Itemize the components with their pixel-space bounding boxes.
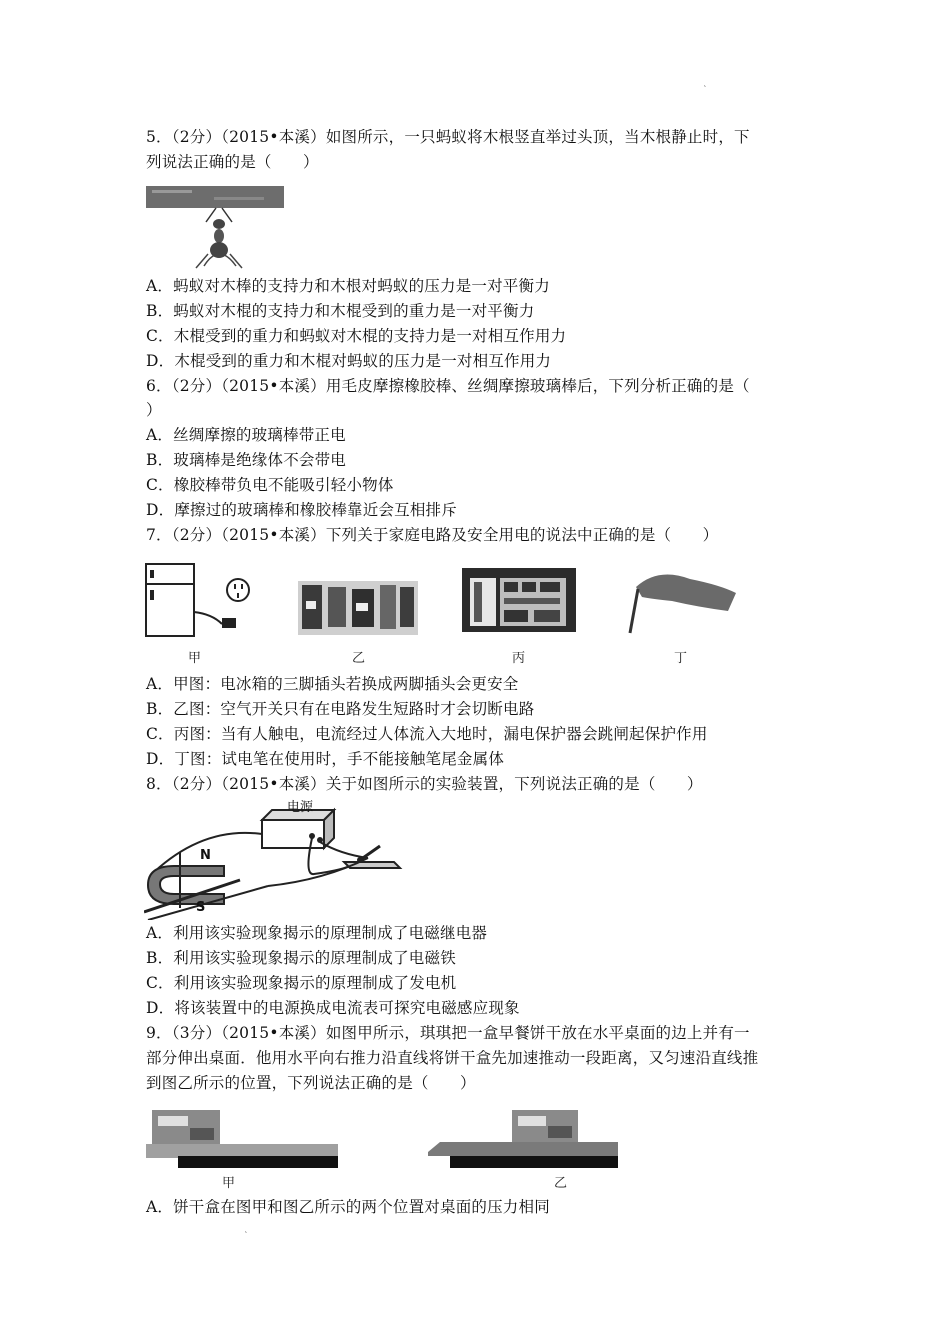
q9-stem-line1: 9．（3分）（2015•本溪）如图甲所示，琪琪把一盒早餐饼干放在水平桌面的边上并有一 xyxy=(146,1024,750,1042)
biscuit-box-position-jia-figure xyxy=(146,1106,338,1170)
q9-option-a: A．饼干盒在图甲和图乙所示的两个位置对桌面的压力相同 xyxy=(146,1198,550,1216)
q8-option-b: B．利用该实验现象揭示的原理制成了电磁铁 xyxy=(146,949,456,967)
test-pencil-figure xyxy=(628,567,740,637)
top-mark: ˛ xyxy=(703,78,707,87)
q7-caption-ding: 丁 xyxy=(674,651,688,666)
q5-stem-line1: 5．（2分）（2015•本溪）如图所示，一只蚂蚁将木根竖直举过头顶，当木根静止时，下 xyxy=(146,128,750,146)
ant-thorax xyxy=(214,229,224,243)
ant-lifting-stick-figure xyxy=(144,182,286,270)
air-switch-figure xyxy=(296,575,420,637)
q8-stem-line1: 8．（2分）（2015•本溪）关于如图所示的实验装置，下列说法正确的是（ ） xyxy=(146,775,703,793)
leakage-protector-figure xyxy=(460,566,578,634)
q8-option-d: D．将该装置中的电源换成电流表可探究电磁感应现象 xyxy=(146,999,520,1017)
q7-caption-jia: 甲 xyxy=(188,651,202,666)
magnet-north-label: N xyxy=(200,848,211,863)
q9-caption-jia: 甲 xyxy=(222,1176,236,1191)
q6-option-d: D．摩擦过的玻璃棒和橡胶棒靠近会互相排斥 xyxy=(146,501,457,519)
q5-option-a: A．蚂蚁对木棒的支持力和木根对蚂蚁的压力是一对平衡力 xyxy=(146,277,550,295)
electromagnetic-experiment-figure xyxy=(144,796,414,920)
table-edge xyxy=(450,1156,618,1168)
table-top xyxy=(428,1142,618,1156)
fridge-plug-figure xyxy=(144,562,254,638)
ant-head xyxy=(213,219,225,229)
q9-caption-yi: 乙 xyxy=(554,1176,568,1191)
table-edge xyxy=(178,1156,338,1168)
magnet-south-label: S xyxy=(196,900,206,915)
q6-stem-line2: ） xyxy=(146,401,162,419)
q7-caption-yi: 乙 xyxy=(352,651,366,666)
q7-caption-bing: 丙 xyxy=(512,651,526,666)
q7-option-c: C．丙图：当有人触电，电流经过人体流入大地时，漏电保护器会跳闸起保护作用 xyxy=(146,725,708,743)
q7-option-b: B．乙图：空气开关只有在电路发生短路时才会切断电路 xyxy=(146,700,535,718)
q8-option-c: C．利用该实验现象揭示的原理制成了发电机 xyxy=(146,974,457,992)
q7-option-a: A．甲图：电冰箱的三脚插头若换成两脚插头会更安全 xyxy=(146,675,519,693)
biscuit-box-position-yi-figure xyxy=(428,1106,618,1170)
power-cord xyxy=(194,612,222,624)
q9-stem-line3: 到图乙所示的位置，下列说法正确的是（ ） xyxy=(146,1074,476,1092)
q8-option-a: A．利用该实验现象揭示的原理制成了电磁继电器 xyxy=(146,924,488,942)
table-top xyxy=(146,1144,338,1158)
q5-option-c: C．木棍受到的重力和蚂蚁对木棍的支持力是一对相互作用力 xyxy=(146,327,567,345)
ant-leg xyxy=(222,208,232,222)
q6-stem-line1: 6．（2分）（2015•本溪）用毛皮摩擦橡胶棒、丝绸摩擦玻璃棒后，下列分析正确的是（ xyxy=(146,377,750,395)
q5-stem-line2: 列说法正确的是（ ） xyxy=(146,153,319,171)
ant-leg xyxy=(206,208,216,222)
power-supply-label: 电源 xyxy=(287,800,314,815)
power-supply-box xyxy=(262,820,324,848)
bottom-mark: ˛ xyxy=(244,1224,248,1233)
switch-lever xyxy=(360,846,380,860)
q6-option-c: C．橡胶棒带负电不能吸引轻小物体 xyxy=(146,476,394,494)
q6-option-b: B．玻璃棒是绝缘体不会带电 xyxy=(146,451,346,469)
q6-option-a: A．丝绸摩擦的玻璃棒带正电 xyxy=(146,426,346,444)
q7-option-d: D．丁图：试电笔在使用时，手不能接触笔尾金属体 xyxy=(146,750,505,768)
q5-option-d: D．木棍受到的重力和木棍对蚂蚁的压力是一对相互作用力 xyxy=(146,352,552,370)
q9-stem-line2: 部分伸出桌面．他用水平向右推力沿直线将饼干盒先加速推动一段距离，又匀速沿直线推 xyxy=(146,1049,759,1067)
test-pencil-icon xyxy=(630,589,638,633)
hand-shape xyxy=(636,575,736,612)
plug-icon xyxy=(222,618,236,628)
q7-stem-line1: 7．（2分）（2015•本溪）下列关于家庭电路及安全用电的说法中正确的是（ ） xyxy=(146,526,719,544)
q5-option-b: B．蚂蚁对木棍的支持力和木棍受到的重力是一对平衡力 xyxy=(146,302,535,320)
